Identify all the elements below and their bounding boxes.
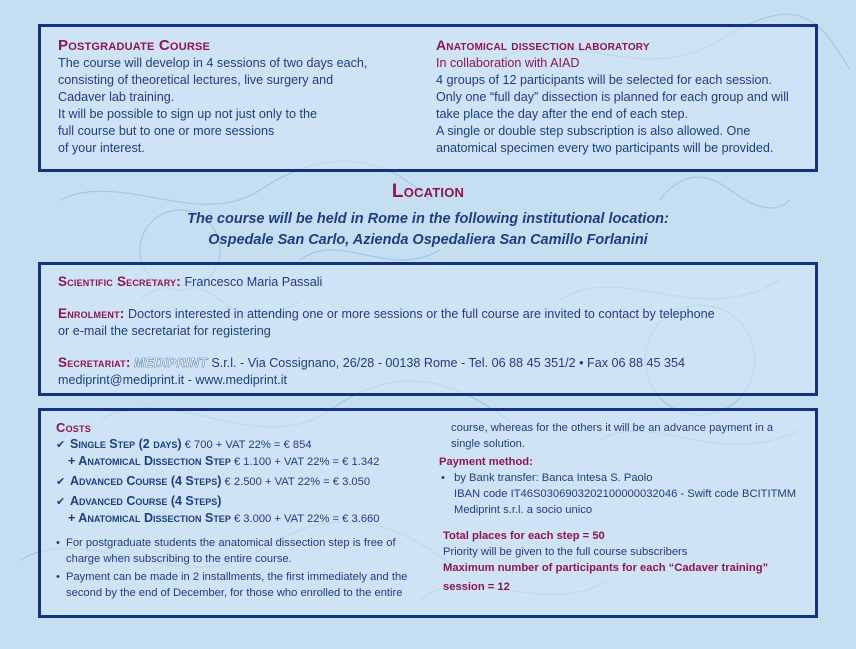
enrolment-line-2: or e-mail the secretariat for registering: [58, 324, 271, 338]
anatomical-line: 4 groups of 12 participants will be selected for each session.: [436, 73, 773, 87]
postgraduate-line: consisting of theoretical lectures, live surgery and: [58, 73, 334, 87]
note-line: single solution.: [451, 438, 526, 450]
course-info-box: [38, 24, 818, 172]
note-line: • For postgraduate students the anatomical dissection step is free of: [56, 537, 396, 549]
priority-note: Priority will be given to the full course subscribers: [443, 546, 688, 558]
note-line: • Payment can be made in 2 installments, the first immediately and the: [56, 571, 408, 583]
contacts-content: [58, 273, 808, 389]
payment-text: by Bank transfer: Banca Intesa S. Paolo: [454, 472, 653, 484]
check-icon: ✔: [56, 476, 66, 488]
postgraduate-course-title: Postgraduate Course: [58, 37, 211, 54]
note-line: course, whereas for the others it will be an advance payment in a: [451, 422, 774, 434]
anatomical-line: A single or double step subscription is also allowed. One: [436, 124, 751, 138]
cost-item-label: + Anatomical Dissection Step: [68, 511, 231, 525]
cost-item: [56, 510, 441, 527]
location-title: Location: [391, 181, 465, 202]
cost-item: [56, 436, 441, 453]
postgraduate-line: It will be possible to sign up not just only to the: [58, 107, 318, 121]
secretariat-label: Secretariat:: [58, 355, 131, 370]
cost-item-price: € 1.100 + VAT 22% = € 1.342: [233, 456, 380, 468]
anatomical-line: Only one “full day” dissection is planned for each group and will: [436, 90, 789, 104]
postgraduate-line: The course will develop in 4 sessions of two days each,: [58, 56, 368, 70]
postgraduate-line: of your interest.: [58, 141, 145, 155]
location-venue: Ospedale San Carlo, Azienda Ospedaliera San Camillo Forlanini: [208, 232, 648, 248]
cost-item-label: Advanced Course (4 Steps): [70, 474, 222, 488]
postgraduate-course-section: [58, 36, 428, 157]
contacts-box: [38, 262, 818, 396]
note-line: second by the end of December, for those who enrolled to the entire: [66, 587, 403, 599]
costs-right-column: [439, 420, 809, 595]
cost-item-label: + Anatomical Dissection Step: [68, 454, 231, 468]
secretariat-address: S.r.l. - Via Cossignano, 26/28 - 00138 Rome - Tel. 06 88 45 351/2 • Fax 06 88 45 354: [211, 356, 686, 370]
cost-item: [56, 473, 441, 490]
note-text: For postgraduate students the anatomical dissection step is free of: [66, 537, 396, 549]
max-participants-2: session = 12: [443, 581, 510, 593]
anatomical-line: anatomical specimen every two participants will be provided.: [436, 141, 774, 155]
secretariat-contacts: mediprint@mediprint.it - www.mediprint.it: [58, 373, 288, 387]
location-line: The course will be held in Rome in the following institutional location:: [187, 211, 669, 227]
note-text: Payment can be made in 2 installments, the first immediately and the: [66, 571, 408, 583]
anatomical-lab-title: Anatomical dissection laboratory: [436, 37, 650, 53]
postgraduate-line: full course but to one or more sessions: [58, 124, 275, 138]
note-line: charge when subscribing to the entire course.: [66, 553, 292, 565]
scientific-secretary: [58, 273, 808, 291]
costs-box: [38, 408, 818, 618]
enrolment-line: [58, 305, 808, 323]
check-icon: ✔: [56, 496, 66, 508]
payment-note: [56, 569, 441, 601]
cost-item-label: Single Step (2 days): [70, 437, 182, 451]
anatomical-lab-section: [436, 36, 816, 157]
cost-item-price: € 700 + VAT 22% = € 854: [184, 439, 312, 451]
cost-item: [56, 493, 441, 510]
location-section: [0, 180, 856, 251]
iban-line: IBAN code IT46S0306903202100000032046 - Swift code BCITITMM: [454, 488, 797, 500]
cost-item-price: € 3.000 + VAT 22% = € 3.660: [233, 513, 380, 525]
check-icon: ✔: [56, 439, 66, 451]
total-places: Total places for each step = 50: [443, 530, 605, 542]
costs-title: Costs: [56, 420, 91, 435]
payment-method-title: Payment method:: [439, 456, 533, 468]
max-participants: Maximum number of participants for each “Cadaver training”: [443, 562, 769, 574]
cost-item-price: € 2.500 + VAT 22% = € 3.050: [224, 476, 371, 488]
payment-line: • by Bank transfer: Banca Intesa S. Paolo: [441, 472, 653, 484]
enrolment-label: Enrolment:: [58, 306, 125, 321]
secretariat-line: [58, 354, 808, 372]
scientific-secretary-name: Francesco Maria Passali: [184, 275, 323, 289]
cost-item: [56, 453, 441, 470]
postgraduate-line: Cadaver lab training.: [58, 90, 175, 104]
anatomical-line: take place the day after the end of each step.: [436, 107, 689, 121]
anatomical-collab: In collaboration with AIAD: [436, 56, 580, 70]
enrolment-text: Doctors interested in attending one or more sessions or the full course are invited to contact by telephone: [128, 307, 715, 321]
costs-note: [56, 535, 441, 567]
costs-left-column: [56, 420, 441, 601]
cost-item-label: Advanced Course (4 Steps): [70, 494, 222, 508]
mediprint-logo: MEDIPRINT: [134, 356, 208, 370]
company-line: Mediprint s.r.l. a socio unico: [454, 504, 593, 516]
scientific-secretary-label: Scientific Secretary:: [58, 274, 181, 289]
